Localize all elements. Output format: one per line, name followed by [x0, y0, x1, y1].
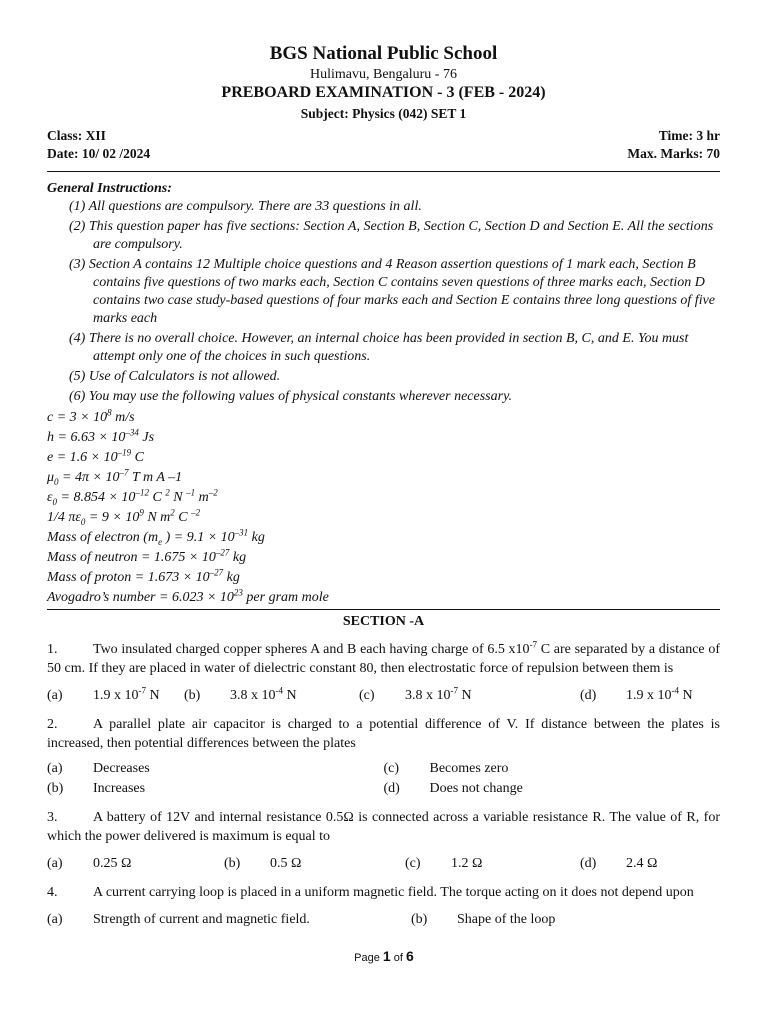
constants-list: [47, 408, 720, 608]
question-1-options: [47, 686, 720, 706]
option-b: (b) 3.8 x $10^{-4}$ N: [184, 685, 297, 703]
question-number: 1.: [47, 642, 58, 657]
of-word: of: [393, 952, 403, 964]
constant-permeability: $\mu_0 = 4\pi \times 10^{-7}$ T m A –1: [47, 467, 183, 487]
option-d: (d) 2.4 Ω: [580, 856, 658, 871]
page-word: Page: [354, 952, 380, 964]
question-1: 1. Two insulated charged copper spheres A and B each having charge of 6.5 $x10^{-7}$ C are separated by a distance of 50 cm. If they are placed in water of dielectric constant 80, then electrostatic force of repulsion between them is: [47, 639, 721, 676]
option-a: (a) 1.9 x $10^{-7}$ N: [47, 685, 160, 703]
school-address: Hulimavu, Bengaluru - 76: [310, 67, 457, 82]
constant-avogadro: Avogadro’s number = $6.023 \times 10^{23}$ per gram mole: [47, 587, 329, 605]
instructions-list: [47, 198, 720, 406]
section-title: SECTION -A: [342, 614, 425, 629]
option-b: (b) 0.5 Ω: [224, 856, 302, 871]
date-label: Date: 10/ 02 /2024: [47, 146, 151, 161]
question-number: 4.: [47, 885, 58, 900]
option-c: (c) Becomes zero: [383, 761, 509, 776]
page-total: 6: [406, 948, 414, 964]
instruction-item: (4) There is no overall choice. However, an internal choice has been provided in section B, C, and E. You must attempt only one of the choices in such questions.: [69, 331, 689, 364]
question-4: 4. A current carrying loop is placed in a uniform magnetic field. The torque acting on it does not depend upon: [47, 885, 694, 900]
option-a: (a) Strength of current and magnetic field.: [47, 912, 310, 927]
exam-title: PREBOARD EXAMINATION - 3 (FEB - 2024): [221, 84, 546, 101]
instruction-item: (5) Use of Calculators is not allowed.: [69, 369, 281, 384]
meta-row-class-time: [47, 127, 720, 145]
section-divider: [47, 609, 720, 610]
option-d: (d) Does not change: [383, 781, 523, 796]
max-marks-label: Max. Marks: 70: [627, 146, 720, 161]
question-2-options: [47, 759, 720, 799]
class-label: Class: XII: [47, 128, 106, 143]
constant-speed-of-light: $c = 3 \times 10^8$ m/s: [47, 407, 135, 425]
question-3: 3. A battery of 12V and internal resistance 0.5Ω is connected across a variable resistance R. The value of R, for which the power delivered is maximum is equal to: [47, 810, 720, 844]
option-a: (a) Decreases: [47, 761, 150, 776]
subject-line: Subject: Physics (042) SET 1: [300, 106, 467, 121]
header-divider: [47, 171, 720, 172]
option-b: (b) Shape of the loop: [411, 912, 556, 927]
time-label: Time: 3 hr: [658, 128, 720, 143]
option-c: (c) 1.2 Ω: [405, 856, 483, 871]
constant-coulomb: 1/4 $\pi\varepsilon_0 = 9 \times 10^9$ N $m^2$ C $^{-2}$: [47, 507, 201, 527]
constant-proton-mass: Mass of proton = $1.673 \times 10^{-27}$ kg: [47, 567, 240, 585]
instruction-item: (6) You may use the following values of physical constants wherever necessary.: [69, 389, 513, 404]
page-number: 1: [382, 948, 391, 964]
option-d: (d) 1.9 x $10^{-4}$ N: [580, 685, 693, 703]
instruction-item: (2) This question paper has five sections: Section A, Section B, Section C, Section D and Section E. All the sections are compulsory.: [69, 219, 714, 252]
constant-planck: $h = 6.63 \times 10^{-34}$ Js: [47, 427, 155, 445]
question-3-options: [47, 854, 720, 874]
constant-electron-mass: Mass of electron ($m_e$ ) = $9.1 \times 10^{-31}$ kg: [47, 527, 265, 547]
meta-row-date-marks: [47, 145, 720, 163]
constant-permittivity: $\varepsilon_0 = 8.854 \times 10^{-12}$ C $^2$ N $^{-1}$ $m^{-2}$: [47, 487, 218, 507]
question-2: 2. A parallel plate air capacitor is charged to a potential difference of V. If distance between the plates is increased, then potential differences between the plates: [47, 717, 720, 751]
question-number: 3.: [47, 810, 58, 825]
constant-electron-charge: $e = 1.6 \times 10^{-19}$ C: [47, 447, 144, 465]
option-c: (c) 3.8 x $10^{-7}$ N: [359, 685, 472, 703]
question-4-options: [47, 910, 720, 930]
school-name: BGS National Public School: [269, 43, 498, 64]
option-b: (b) Increases: [47, 781, 146, 796]
instruction-item: (1) All questions are compulsory. There are 33 questions in all.: [69, 199, 422, 214]
constant-neutron-mass: Mass of neutron = $1.675 \times 10^{-27}$ kg: [47, 547, 247, 565]
option-a: (a) 0.25 Ω: [47, 856, 132, 871]
exam-page: [47, 40, 720, 930]
instruction-item: (3) Section A contains 12 Multiple choice questions and 4 Reason assertion questions of 1 mark each, Section B contains five questions of two marks each, Section C contains seven questions of three marks each, Section D contains two case study-based questions of four marks each and Section E contains three long questions of five marks each: [69, 257, 716, 326]
instructions-title: General Instructions:: [47, 181, 172, 196]
page-footer: [0, 948, 768, 964]
question-number: 2.: [47, 717, 58, 732]
